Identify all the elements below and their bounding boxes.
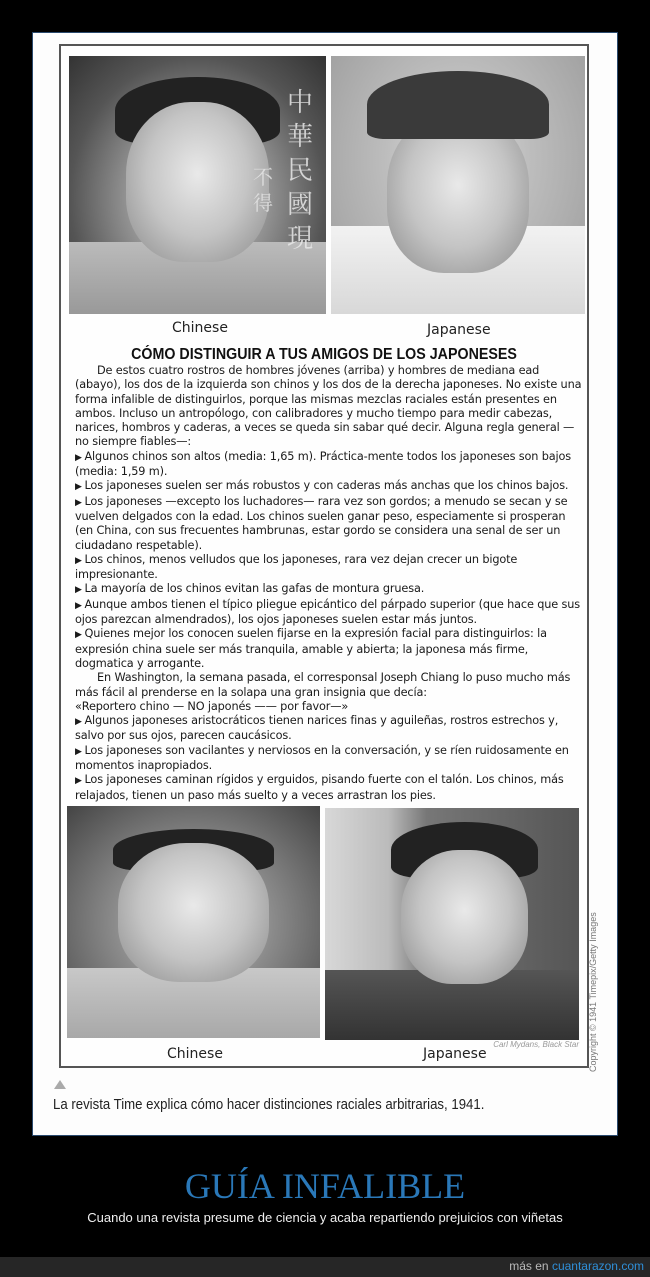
article-bullet: ▶ Los chinos, menos velludos que los japoneses, rara vez dejan crecer un bigote impresionante. — [75, 553, 585, 583]
article-headline: CÓMO DISTINGUIR A TUS AMIGOS DE LOS JAPONESES — [131, 346, 517, 363]
post-subtitle: Cuando una revista presume de ciencia y acaba repartiendo prejuicios con viñetas — [87, 1210, 563, 1225]
footer-prefix: más en — [509, 1259, 549, 1273]
photo-top-left-chinese — [69, 56, 326, 314]
article-quote: «Reportero chino — NO japonés —— por favor—» — [75, 699, 349, 713]
copyright-notice: Copyright © 1941 Timepix/Getty Images — [588, 912, 598, 1072]
photo-cap — [367, 71, 550, 138]
blackboard-char: 現 — [286, 224, 313, 254]
caption-triangle-icon — [54, 1080, 66, 1089]
article-bullet: ▶ Algunos japoneses aristocráticos tienen narices finas y aguileñas, rostros estrechos y, salvo por sus ojos, parecen caucásicos. — [75, 714, 585, 744]
magazine-clipping — [59, 44, 589, 1068]
caption-top-chinese: Chinese — [172, 320, 228, 336]
photo-bottom-right-japanese — [325, 808, 579, 1040]
blackboard-char: 華 — [286, 122, 313, 152]
article-paragraph: En Washington, la semana pasada, el corresponsal Joseph Chiang lo puso mucho más más fácil al prenderse en la solapa una gran insignia que decía: — [75, 671, 571, 699]
photo-face — [118, 843, 270, 982]
article-bullet: ▶ Algunos chinos son altos (media: 1,65 m). Práctica-mente todos los japoneses son bajos (media: 1,59 m). — [75, 450, 585, 480]
blackboard-char: 國 — [286, 190, 313, 220]
site-link[interactable]: cuantarazon.com — [551, 1259, 644, 1273]
photo-top-right-japanese — [331, 56, 585, 314]
article-bullet: ▶ Los japoneses suelen ser más robustos y con caderas más anchas que los chinos bajos. — [75, 479, 585, 494]
article-bullet: ▶ Los japoneses —excepto los luchadores— rara vez son gordos; a menudo se secan y se vuelven delgados con la edad. Los chinos suelen ganar peso, especiamente si prosperan (en China, con sus frecuentes hambrunas, estar gordo se considera una senal de ser un ciudadano respetable). — [75, 495, 585, 553]
footer-bar — [0, 1257, 650, 1277]
article-body — [75, 364, 585, 803]
blackboard-characters — [280, 86, 320, 256]
article-paragraph: De estos cuatro rostros de hombres jóvenes (arriba) y hombres de mediana ead (abayo), los dos de la izquierda son chinos y los dos de la derecha japoneses. No existe una forma infalible de distinguirlos, porque las mismas mezclas raciales están presentes en ambos. Incluso un antropólogo, con calibradores y mucho tiempo para medir cabezas, narices, hombros y caderas, a veces se queda sin sabar qué decir. Alguna regla general —no siempre fiables—: — [75, 364, 582, 449]
article-bullet: ▶ Quienes mejor los conocen suelen fijarse en la expresión facial para distinguirlos: la expresión china suele ser más tranquila, amable y abierta; la japonesa más firme, dogmatica y arrogante. — [75, 627, 585, 671]
blackboard-char: 中 — [286, 88, 313, 118]
article-bullet: ▶ Aunque ambos tienen el típico pliegue epicántico del párpado superior (que hace que sus ojos parezcan almendrados), los ojos japoneses suelen estar más juntos. — [75, 598, 585, 628]
article-bullet: ▶ La mayoría de los chinos evitan las gafas de montura gruesa. — [75, 582, 585, 597]
photo-bottom-left-chinese — [67, 806, 320, 1038]
footer-text — [509, 1259, 644, 1273]
photo-face — [401, 850, 528, 985]
blackboard-char: 得 — [253, 191, 273, 215]
blackboard-characters-2 — [248, 164, 278, 216]
article-bullet: ▶ Los japoneses caminan rígidos y erguidos, pisando fuerte con el talón. Los chinos, más relajados, tienen un paso más suelto y a veces arrastran los pies. — [75, 773, 585, 803]
caption-top-japanese: Japanese — [427, 322, 491, 338]
blackboard-char: 民 — [286, 156, 313, 186]
caption-bottom-japanese: Japanese — [423, 1046, 487, 1062]
post-title: GUÍA INFALIBLE — [184, 1166, 466, 1206]
image-caption: La revista Time explica cómo hacer distinciones raciales arbitrarias, 1941. — [53, 1096, 485, 1113]
article-bullet: ▶ Los japoneses son vacilantes y nerviosos en la conversación, y se ríen ruidosamente en momentos inapropiados. — [75, 744, 585, 774]
photo-credit: Carl Mydans, Black Star — [493, 1040, 579, 1049]
caption-bottom-chinese: Chinese — [167, 1046, 223, 1062]
blackboard-char: 不 — [253, 165, 273, 189]
